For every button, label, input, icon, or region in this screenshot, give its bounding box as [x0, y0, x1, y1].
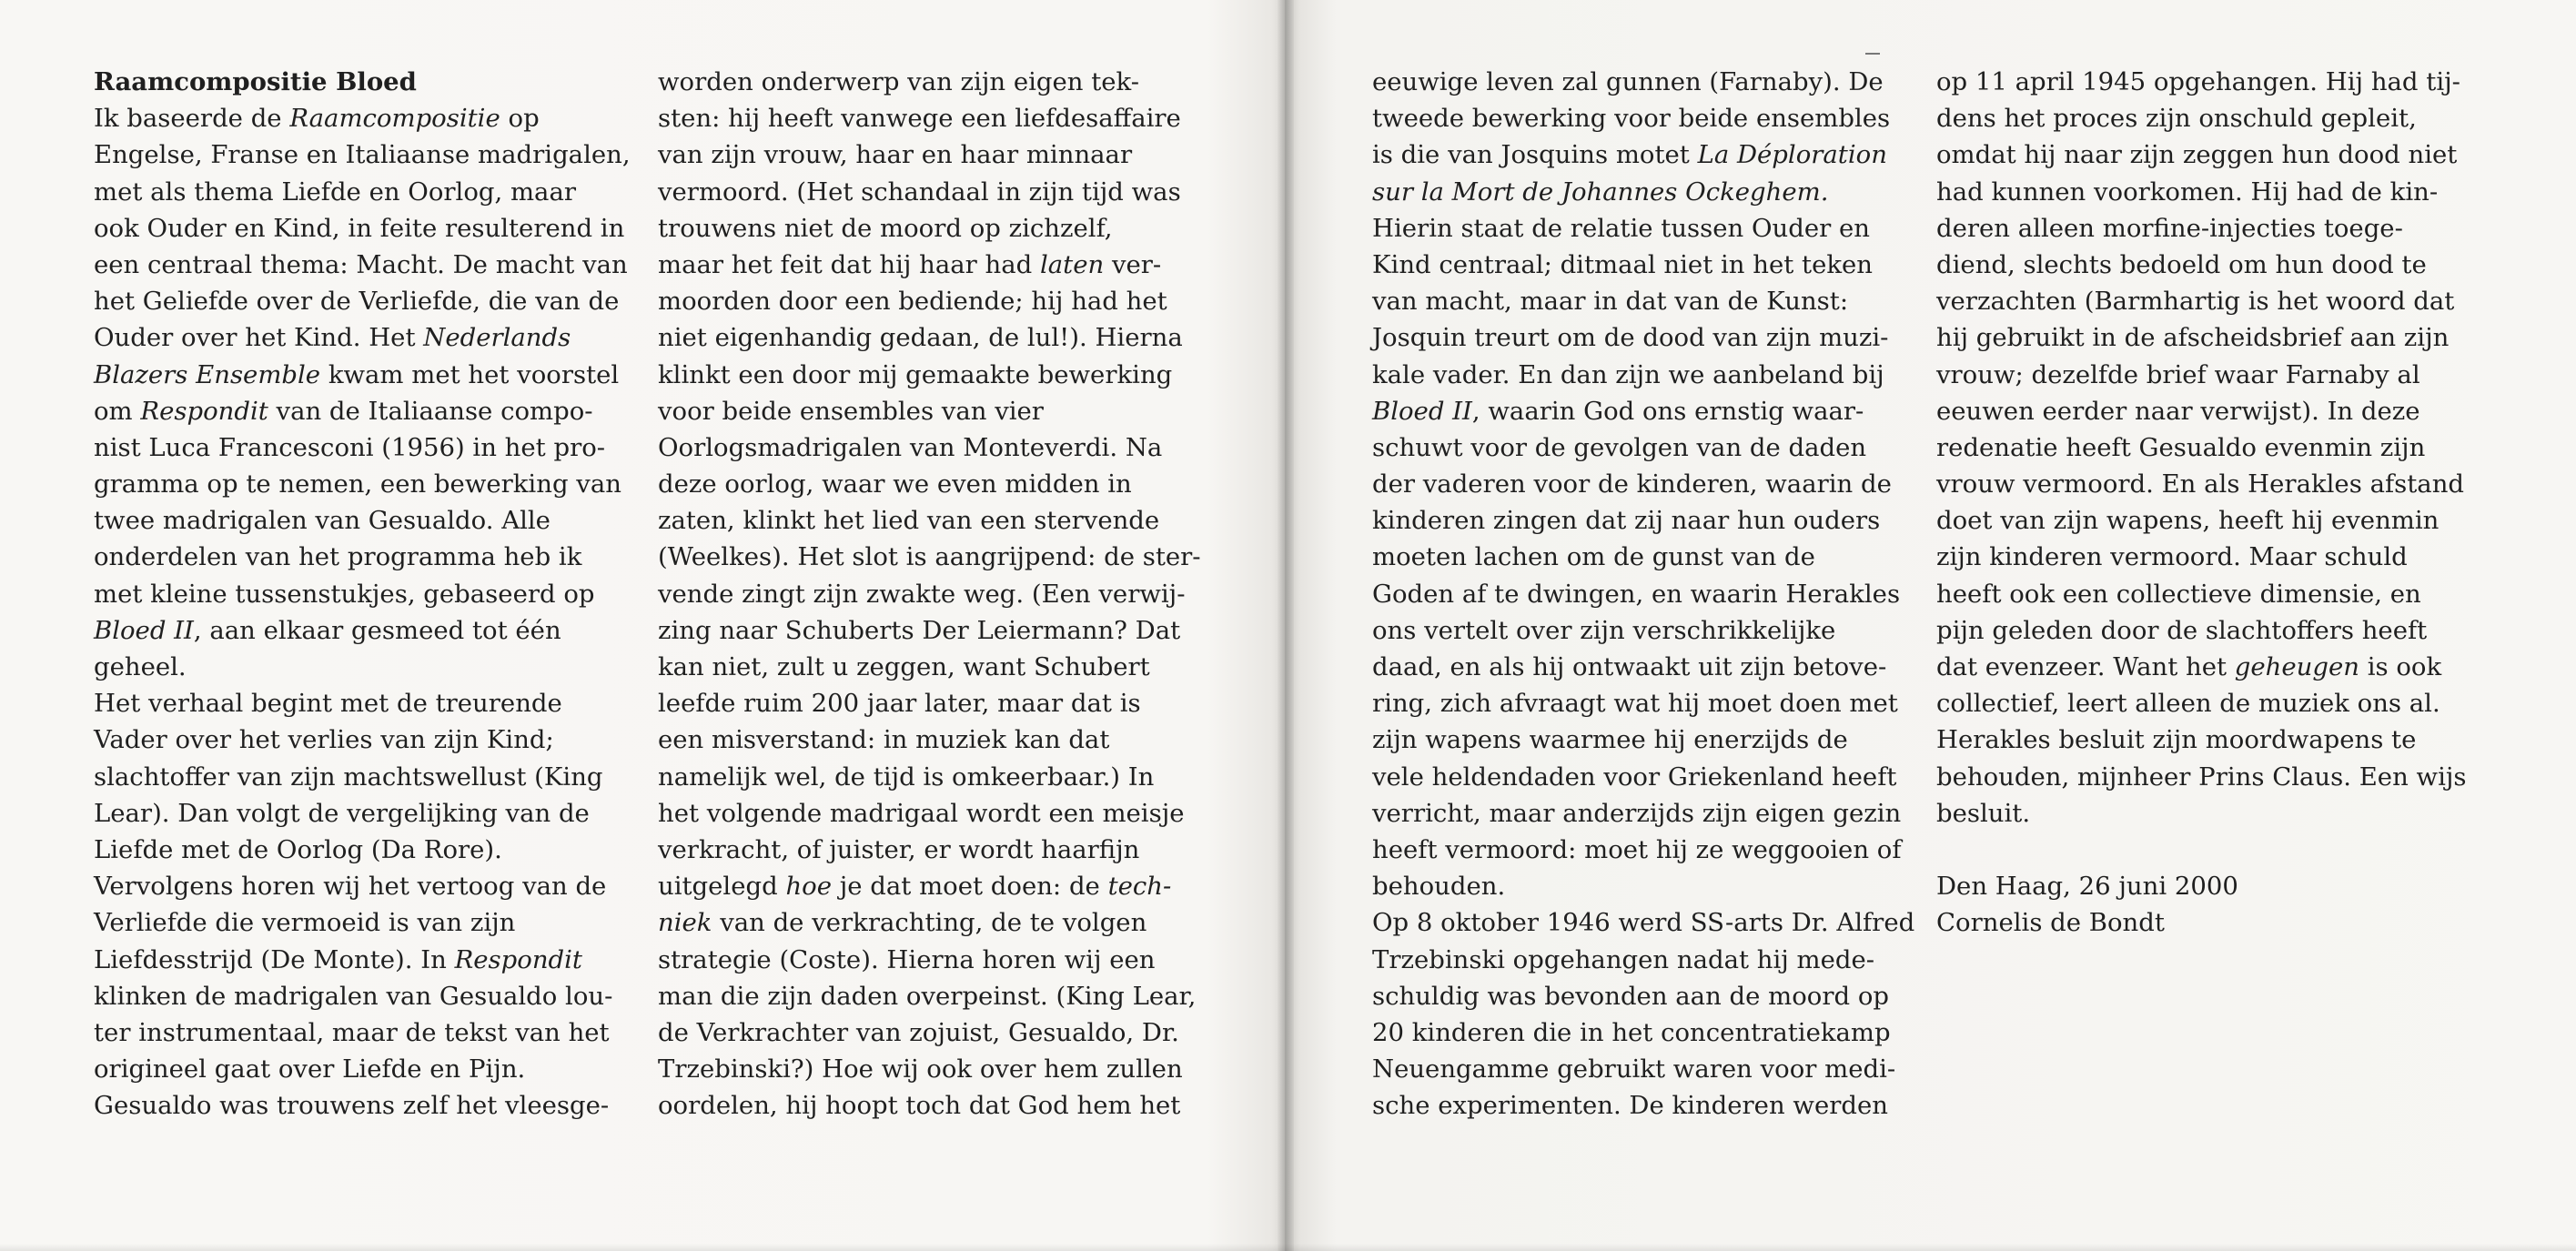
- text-line: Blazers Ensemble kwam met het voorstel: [94, 359, 620, 389]
- text-line: behouden, mijnheer Prins Claus. Een wijs: [1936, 762, 2467, 792]
- text-line: moeten lachen om de gunst van de: [1372, 542, 1815, 572]
- text-line: namelijk wel, de tijd is omkeerbaar.) In: [658, 762, 1155, 792]
- text-line: besluit.: [1936, 798, 2031, 828]
- text-line: schuwt voor de gevolgen van de daden: [1372, 432, 1867, 462]
- text-line: Oorlogsmadrigalen van Monteverdi. Na: [658, 432, 1163, 462]
- text-line: schuldig was bevonden aan de moord op: [1372, 981, 1889, 1011]
- text-column-2: [658, 64, 1204, 1124]
- text-line: klinken de madrigalen van Gesualdo lou-: [94, 981, 613, 1011]
- text-line: twee madrigalen van Gesualdo. Alle: [94, 506, 551, 536]
- text-column-4: [1936, 64, 2482, 942]
- text-line: Herakles besluit zijn moordwapens te: [1936, 725, 2417, 755]
- text-line: collectief, leert alleen de muziek ons al.: [1936, 689, 2440, 719]
- text-line: Ik baseerde de Raamcompositie op: [94, 104, 540, 134]
- text-line: niet eigenhandig gedaan, de lul!). Hierna: [658, 323, 1183, 353]
- text-line: Vervolgens horen wij het vertoog van de: [94, 872, 607, 902]
- signature-author: Cornelis de Bondt: [1936, 908, 2165, 938]
- text-line: ons vertelt over zijn verschrikkelijke: [1372, 615, 1836, 645]
- text-line: Op 8 oktober 1946 werd SS-arts Dr. Alfred: [1372, 908, 1915, 938]
- text-line: zing naar Schuberts Der Leiermann? Dat: [658, 615, 1181, 645]
- text-line: der vaderen voor de kinderen, waarin de: [1372, 469, 1892, 499]
- signature-place-date: Den Haag, 26 juni 2000: [1936, 872, 2238, 902]
- text-column-1: [94, 64, 640, 1124]
- text-line: Neuengamme gebruikt waren voor medi-: [1372, 1054, 1896, 1085]
- text-line: heeft vermoord: moet hij ze weggooien of: [1372, 834, 1902, 864]
- text-line: Vader over het verlies van zijn Kind;: [94, 725, 554, 755]
- text-line: ook Ouder en Kind, in feite resulterend in: [94, 213, 625, 243]
- text-line: (Weelkes). Het slot is aangrijpend: de ster-: [658, 542, 1201, 572]
- text-line: klinkt een door mij gemaakte bewerking: [658, 359, 1173, 389]
- text-line: Gesualdo was trouwens zelf het vleesge-: [94, 1091, 610, 1121]
- text-line: deze oorlog, waar we even midden in: [658, 469, 1132, 499]
- text-line: geheel.: [94, 652, 187, 681]
- text-line: kinderen zingen dat zij naar hun ouders: [1372, 506, 1881, 536]
- text-line: sche experimenten. De kinderen werden: [1372, 1091, 1888, 1121]
- text-line: een misverstand: in muziek kan dat: [658, 725, 1110, 755]
- text-line: Josquin treurt om de dood van zijn muzi-: [1372, 323, 1889, 353]
- text-line: Hierin staat de relatie tussen Ouder en: [1372, 213, 1871, 243]
- text-column-3: [1372, 64, 1918, 1124]
- text-line: 20 kinderen die in het concentratiekamp: [1372, 1017, 1891, 1047]
- text-line: sten: hij heeft vanwege een liefdesaffaire: [658, 104, 1181, 134]
- text-line: vermoord. (Het schandaal in zijn tijd was: [658, 177, 1181, 207]
- text-line: diend, slechts bedoeld om hun dood te: [1936, 249, 2427, 279]
- text-line: voor beide ensembles van vier: [658, 396, 1044, 426]
- text-line: Bloed II, aan elkaar gesmeed tot één: [94, 615, 561, 645]
- text-line: zaten, klinkt het lied van een stervende: [658, 506, 1160, 536]
- text-line: Verliefde die vermoeid is van zijn: [94, 908, 516, 938]
- text-line: deren alleen morfine-injecties toege-: [1936, 213, 2403, 243]
- text-line: origineel gaat over Liefde en Pijn.: [94, 1054, 526, 1085]
- text-line: gramma op te nemen, een bewerking van: [94, 469, 621, 499]
- text-line: maar het feit dat hij haar had laten ver-: [658, 249, 1162, 279]
- text-line: met kleine tussenstukjes, gebaseerd op: [94, 579, 595, 609]
- text-line: van macht, maar in dat van de Kunst:: [1372, 287, 1849, 317]
- text-line: het volgende madrigaal wordt een meisje: [658, 798, 1185, 828]
- text-line: man die zijn daden overpeinst. (King Lear,: [658, 981, 1197, 1011]
- text-line: uitgelegd hoe je dat moet doen: de tech-: [658, 872, 1172, 902]
- text-line: slachtoffer van zijn machtswellust (King: [94, 762, 603, 792]
- text-line: Liefdesstrijd (De Monte). In Respondit: [94, 944, 582, 974]
- signature-block: [1936, 868, 2482, 941]
- text-line: op 11 april 1945 opgehangen. Hij had tij-: [1936, 67, 2460, 96]
- text-line: Kind centraal; ditmaal niet in het teken: [1372, 249, 1873, 279]
- text-line: een centraal thema: Macht. De macht van: [94, 249, 628, 279]
- text-line: verkracht, of juister, er wordt haarfijn: [658, 834, 1140, 864]
- text-line: heeft ook een collectieve dimensie, en: [1936, 579, 2421, 609]
- text-line: is die van Josquins motet La Déploration: [1372, 140, 1887, 170]
- book-gutter: [1278, 0, 1294, 1251]
- text-line: had kunnen voorkomen. Hij had de kin-: [1936, 177, 2439, 207]
- section-title: Raamcompositie Bloed: [94, 67, 417, 96]
- text-line: sur la Mort de Johannes Ockeghem.: [1372, 177, 1829, 207]
- text-line: het Geliefde over de Verliefde, die van de: [94, 287, 620, 317]
- text-line: strategie (Coste). Hierna horen wij een: [658, 944, 1156, 974]
- text-line: oordelen, hij hoopt toch dat God hem het: [658, 1091, 1181, 1121]
- text-line: Goden af te dwingen, en waarin Herakles: [1372, 579, 1901, 609]
- text-line: Trzebinski opgehangen nadat hij mede-: [1372, 944, 1875, 974]
- text-line: ring, zich afvraagt wat hij moet doen met: [1372, 689, 1898, 719]
- text-line: niek van de verkrachting, de te volgen: [658, 908, 1147, 938]
- text-line: dat evenzeer. Want het geheugen is ook: [1936, 652, 2442, 681]
- text-line: daad, en als hij ontwaakt uit zijn betove-: [1372, 652, 1887, 681]
- text-line: vele heldendaden voor Griekenland heeft: [1372, 762, 1897, 792]
- text-line: Liefde met de Oorlog (Da Rore).: [94, 834, 502, 864]
- text-line: trouwens niet de moord op zichzelf,: [658, 213, 1113, 243]
- text-line: Lear). Dan volgt de vergelijking van de: [94, 798, 590, 828]
- text-line: worden onderwerp van zijn eigen tek-: [658, 67, 1140, 96]
- text-line: leefde ruim 200 jaar later, maar dat is: [658, 689, 1141, 719]
- print-mark: [1865, 53, 1880, 55]
- text-line: verzachten (Barmhartig is het woord dat: [1936, 287, 2455, 317]
- text-line: Ouder over het Kind. Het Nederlands: [94, 323, 571, 353]
- text-line: vrouw vermoord. En als Herakles afstand: [1936, 469, 2465, 499]
- text-line: Het verhaal begint met de treurende: [94, 689, 562, 719]
- text-line: dens het proces zijn onschuld gepleit,: [1936, 104, 2417, 134]
- text-line: pijn geleden door de slachtoffers heeft: [1936, 615, 2428, 645]
- text-line: Trzebinski?) Hoe wij ook over hem zullen: [658, 1054, 1183, 1085]
- text-line: hij gebruikt in de afscheidsbrief aan zijn: [1936, 323, 2450, 353]
- text-line: vrouw; dezelfde brief waar Farnaby al: [1936, 359, 2420, 389]
- text-line: Bloed II, waarin God ons ernstig waar-: [1372, 396, 1864, 426]
- text-line: doet van zijn wapens, heeft hij evenmin: [1936, 506, 2440, 536]
- text-line: kale vader. En dan zijn we aanbeland bij: [1372, 359, 1884, 389]
- text-line: van zijn vrouw, haar en haar minnaar: [658, 140, 1133, 170]
- bottom-shadow: [0, 1244, 2576, 1251]
- text-line: nist Luca Francesconi (1956) in het pro-: [94, 432, 606, 462]
- text-line: met als thema Liefde en Oorlog, maar: [94, 177, 576, 207]
- text-line: om Respondit van de Italiaanse compo-: [94, 396, 593, 426]
- text-line: ter instrumentaal, maar de tekst van het: [94, 1017, 610, 1047]
- text-line: zijn kinderen vermoord. Maar schuld: [1936, 542, 2408, 572]
- text-line: onderdelen van het programma heb ik: [94, 542, 582, 572]
- text-line: de Verkrachter van zojuist, Gesualdo, Dr.: [658, 1017, 1179, 1047]
- text-line: eeuwige leven zal gunnen (Farnaby). De: [1372, 67, 1884, 96]
- text-line: omdat hij naar zijn zeggen hun dood niet: [1936, 140, 2458, 170]
- text-line: vende zingt zijn zwakte weg. (Een verwij-: [658, 579, 1186, 609]
- text-line: verricht, maar anderzijds zijn eigen gezin: [1372, 798, 1902, 828]
- text-line: redenatie heeft Gesualdo evenmin zijn: [1936, 432, 2426, 462]
- text-line: eeuwen eerder naar verwijst). In deze: [1936, 396, 2420, 426]
- text-line: tweede bewerking voor beide ensembles: [1372, 104, 1891, 134]
- text-line: moorden door een bediende; hij had het: [658, 287, 1167, 317]
- text-line: zijn wapens waarmee hij enerzijds de: [1372, 725, 1848, 755]
- left-page: [0, 0, 1285, 1251]
- text-column-4-body: [1936, 64, 2482, 832]
- text-line: behouden.: [1372, 872, 1506, 902]
- text-line: kan niet, zult u zeggen, want Schubert: [658, 652, 1150, 681]
- text-line: Engelse, Franse en Italiaanse madrigalen,: [94, 140, 631, 170]
